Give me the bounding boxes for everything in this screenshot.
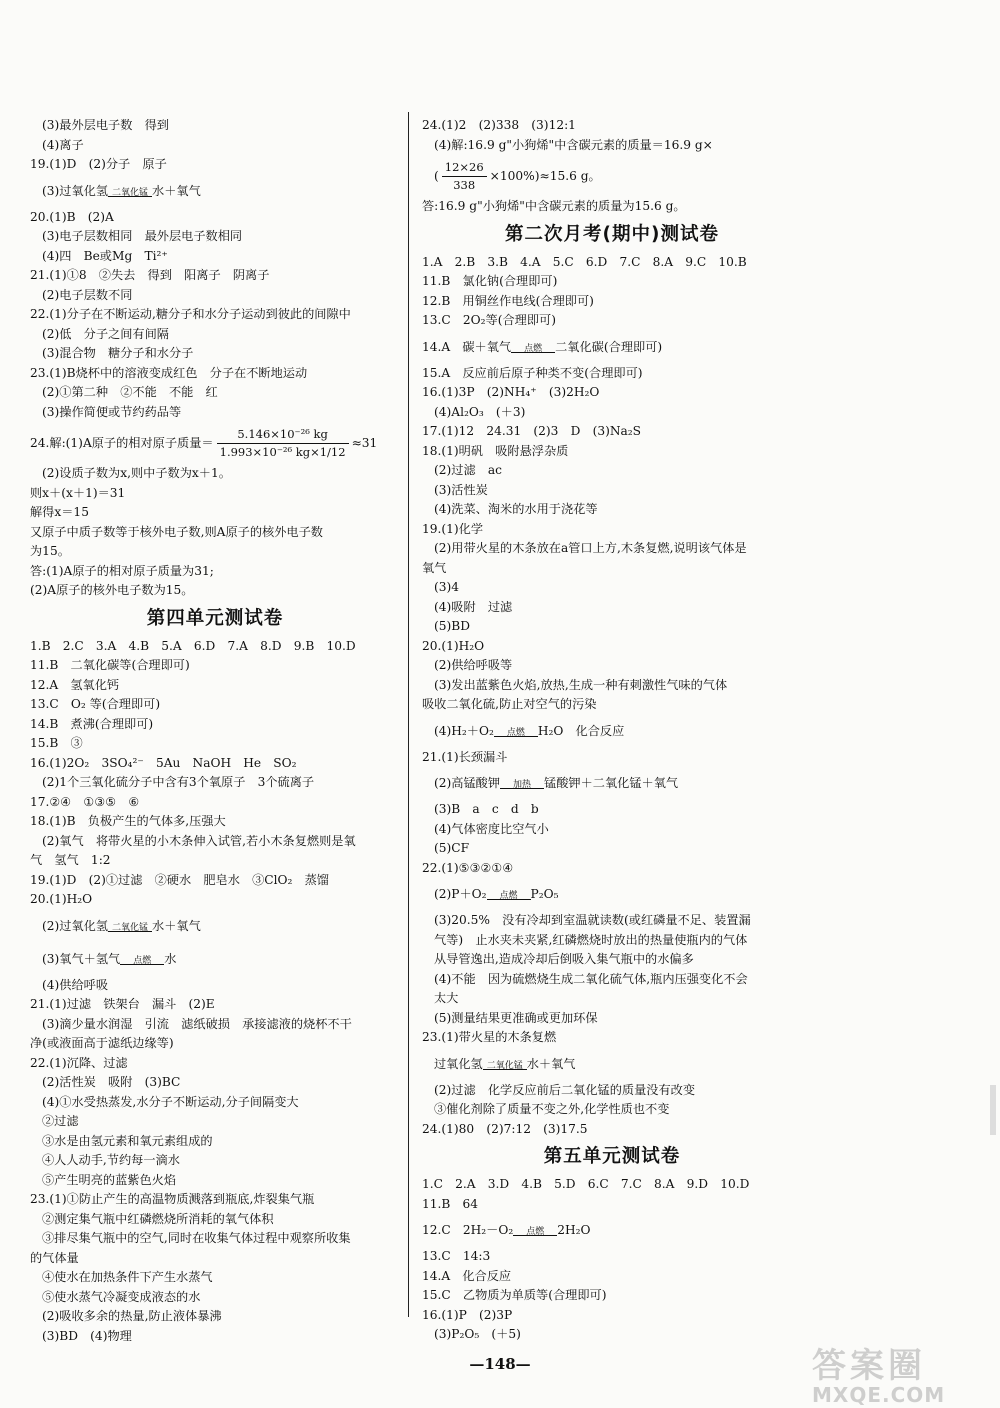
answer-line: 氧气: [422, 560, 447, 575]
answer-line: 14.A 化合反应: [422, 1268, 512, 1283]
answer-line: ③催化剂除了质量不变之外,化学性质也不变: [434, 1102, 670, 1116]
answer-line: 22.(1)分子在不断运动,糖分子和水分子运动到彼此的间隙中: [30, 307, 351, 321]
answer-line: (2)用带火星的木条放在a管口上方,木条复燃,说明该气体是: [434, 541, 747, 555]
reaction-arrow: [513, 1228, 557, 1236]
answer-line: 又原子中质子数等于核外电子数,则A原子的核外电子数: [30, 524, 323, 539]
equation-products: 锰酸钾＋二氧化锰＋氧气: [544, 776, 679, 790]
equation-products: 水: [164, 951, 177, 966]
fraction-denominator: 338: [453, 177, 476, 192]
watermark-top: 答案圈: [812, 1346, 926, 1386]
answer-line: (2)供给呼吸等: [434, 658, 513, 672]
answer-line: 15.B ③: [30, 736, 83, 750]
answer-line: 13.C 2O₂等(合理即可): [422, 313, 556, 327]
answer-line: (2)设质子数为x,则中子数为x＋1。: [42, 466, 231, 480]
equation-reactants: 12.C 2H₂－O₂: [422, 1223, 514, 1237]
watermark-logo: [812, 1338, 992, 1407]
answer-line: 吸收二氧化硫,防止对空气的污染: [422, 697, 597, 711]
answer-line: 11.B 64: [422, 1196, 479, 1211]
fraction-line: [422, 155, 802, 197]
answer-line: (3)最外层电子数 得到: [42, 118, 169, 132]
reaction-arrow: [500, 781, 544, 789]
answer-line: 12.B 用铜丝作电线(合理即可): [422, 293, 594, 308]
answer-line: (4)供给呼吸: [42, 977, 109, 992]
answer-line: ④人人动手,节约每一滴水: [42, 1153, 180, 1167]
equation-line: [422, 1048, 802, 1081]
equation-products: 二氧化碳(合理即可): [555, 339, 663, 354]
answer-line: 22.(1)沉降、过滤: [30, 1055, 128, 1070]
left-column: [30, 116, 400, 1346]
answer-line: 1.A 2.B 3.B 4.A 5.C 6.D 7.C 8.A 9.C 10.B: [422, 254, 747, 269]
equation-products: H₂O 化合反应: [537, 723, 625, 738]
equation-line: [422, 767, 802, 800]
answer-line: 1.C 2.A 3.D 4.B 5.D 6.C 7.C 8.A 9.D 10.D: [422, 1177, 750, 1191]
reaction-condition: 点燃: [499, 891, 518, 901]
answer-line: 17.(1)12 24.31 (2)3 D (3)Na₂S: [422, 424, 642, 438]
answer-line: 23.(1)①防止产生的高温物质溅落到瓶底,炸裂集气瓶: [30, 1192, 315, 1206]
equation-reactants: 过氧化氢: [434, 1056, 483, 1071]
answer-line: ③水是由氢元素和氧元素组成的: [42, 1133, 213, 1148]
answer-line: (4)洗菜、淘米的水用于浇花等: [434, 502, 598, 516]
answer-line: (3)4: [434, 580, 460, 594]
answer-line: (3)操作简便或节约药品等: [42, 404, 182, 419]
answer-line: (5)BD: [434, 619, 470, 633]
answer-line: (5)测量结果更准确或更加环保: [434, 1010, 598, 1025]
answer-line: 24.(1)2 (2)338 (3)12:1: [422, 118, 576, 132]
answer-line: 15.C 乙物质为单质等(合理即可): [422, 1288, 607, 1302]
answer-line: 15.A 反应前后原子种类不变(合理即可): [422, 365, 643, 380]
fraction: [442, 159, 487, 194]
watermark-bottom: MXQE.COM: [812, 1383, 946, 1407]
fraction-prefix: 24.解:(1)A原子的相对原子质量＝: [30, 436, 214, 450]
answer-line: (2)电子层数不同: [42, 287, 133, 302]
reaction-arrow: [487, 892, 531, 900]
answer-line: (2)活性炭 吸附 (3)BC: [42, 1075, 181, 1089]
answer-line: 答:(1)A原子的相对原子质量为31;: [30, 563, 214, 578]
answer-line: 11.B 氯化钠(合理即可): [422, 274, 558, 288]
reaction-condition: 点燃: [506, 727, 525, 738]
right-column: [422, 116, 802, 1345]
equation-line: [422, 878, 802, 911]
answer-line: 1.B 2.C 3.A 4.B 5.A 6.D 7.A 8.D 9.B 10.D: [30, 638, 356, 653]
equation-products: 水＋氧气: [152, 918, 201, 933]
answer-line: (4)气体密度比空气小: [434, 821, 549, 836]
answer-line: (2)氧气 将带火星的小木条伸入试管,若小木条复燃则是氧: [42, 833, 356, 848]
scan-edge-mark: [990, 1085, 996, 1135]
answer-line: 13.C 14:3: [422, 1249, 491, 1263]
reaction-arrow: [511, 345, 555, 353]
answer-line: (4)解:16.9 g"小狗烯"中含碳元素的质量＝16.9 g×: [434, 137, 713, 152]
fraction-open-paren: (: [434, 169, 439, 183]
reaction-condition: 二氧化锰: [112, 187, 149, 198]
answer-line: (3)活性炭: [434, 482, 488, 497]
answer-line: ③排尽集气瓶中的空气,同时在收集气体过程中观察所收集: [42, 1231, 351, 1245]
answer-line: 12.A 氢氧化钙: [30, 677, 120, 692]
equation-products: 水＋氧气: [152, 183, 201, 198]
answer-line: (5)CF: [434, 841, 470, 855]
answer-line: (3)电子层数相同 最外层电子数相同: [42, 229, 243, 243]
section-heading: 第五单元测试卷: [543, 1146, 681, 1167]
equation-reactants: 14.A 碳＋氧气: [422, 339, 512, 354]
reaction-condition: 点燃: [524, 343, 543, 354]
equation-line: [30, 175, 400, 208]
reaction-condition: 二氧化锰: [486, 1060, 523, 1071]
answer-line: (2)A原子的核外电子数为15。: [30, 583, 194, 597]
fraction: [217, 426, 349, 461]
answer-line: 解得x＝15: [30, 505, 89, 519]
answer-line: (2)1个三氧化硫分子中含有3个氧原子 3个硫离子: [42, 775, 315, 789]
equation-reactants: (2)高锰酸钾: [434, 776, 501, 790]
answer-line: ②过滤: [42, 1114, 79, 1128]
answer-line: (4)吸附 过滤: [434, 599, 513, 614]
answer-line: (2)过滤 化学反应前后二氧化锰的质量没有改变: [434, 1082, 696, 1097]
answer-line: 16.(1)3P (2)NH₄⁺ (3)2H₂O: [422, 385, 600, 399]
equation-reactants: (3)过氧化氢: [42, 183, 109, 198]
answer-line: 22.(1)⑤③②①④: [422, 860, 514, 875]
answer-line: 19.(1)D (2)分子 原子: [30, 157, 167, 171]
answer-line: (4)Al₂O₃ (＋3): [434, 404, 526, 419]
equation-reactants: (2)P＋O₂: [434, 887, 487, 901]
equation-reactants: (4)H₂＋O₂: [434, 723, 494, 738]
answer-line: 的气体量: [30, 1250, 79, 1265]
reaction-condition: 二氧化锰: [112, 922, 149, 933]
reaction-condition: 点燃: [526, 1227, 545, 1237]
answer-line: (2)过滤 ac: [434, 463, 502, 477]
answer-line: 18.(1)B 负极产生的气体多,压强大: [30, 814, 226, 828]
answer-line: (2)低 分子之间有间隔: [42, 326, 169, 341]
answer-line: ⑤产生明亮的蓝紫色火焰: [42, 1172, 177, 1187]
answer-line: 为15。: [30, 544, 70, 558]
answer-line: 21.(1)长颈漏斗: [422, 749, 508, 764]
reaction-arrow: [494, 729, 538, 737]
section-heading: 第二次月考(期中)测试卷: [505, 223, 719, 245]
fraction-line: [30, 422, 400, 464]
equation-line: [422, 1214, 802, 1247]
answer-line: 净(或液面高于滤纸边缘等): [30, 1036, 174, 1050]
answer-line: 从导管逸出,造成冷却后倒吸入集气瓶中的水偏多: [434, 952, 694, 966]
answer-line: (4)不能 因为硫燃烧生成二氧化硫气体,瓶内压强变化不会: [434, 971, 748, 986]
answer-line: (3)发出蓝紫色火焰,放热,生成一种有刺激性气味的气体: [434, 677, 728, 692]
answer-line: 21.(1)①8 ②失去 得到 阳离子 阴离子: [30, 268, 270, 282]
answer-line: 21.(1)过滤 铁架台 漏斗 (2)E: [30, 997, 215, 1011]
answer-line: 气等) 止水夹未夹紧,红磷燃烧时放出的热量使瓶内的气体: [434, 932, 748, 947]
answer-line: (3)滴少量水润湿 引流 滤纸破损 承接滤液的烧杯不干: [42, 1016, 352, 1031]
answer-line: (4)①水受热蒸发,水分子不断运动,分子间隔变大: [42, 1094, 299, 1109]
answer-line: ⑤使水蒸气冷凝变成液态的水: [42, 1289, 201, 1304]
answer-line: 20.(1)H₂O: [30, 892, 93, 906]
answer-line: 答:16.9 g"小狗烯"中含碳元素的质量为15.6 g。: [422, 199, 686, 213]
answer-line: ②测定集气瓶中红磷燃烧所消耗的氧气体积: [42, 1211, 274, 1226]
column-divider: [408, 112, 409, 1317]
answer-line: 16.(1)P (2)3P: [422, 1307, 513, 1322]
answer-line: 23.(1)B烧杯中的溶液变成红色 分子在不断地运动: [30, 365, 308, 380]
answer-line: 13.C O₂ 等(合理即可): [30, 697, 161, 711]
equation-line: [30, 910, 400, 943]
equation-products: 2H₂O: [557, 1223, 591, 1237]
equation-reactants: (2)过氧化氢: [42, 918, 109, 933]
equation-line: [30, 943, 400, 976]
answer-line: (3)混合物 糖分子和水分子: [42, 346, 194, 360]
equation-products: 水＋氧气: [526, 1056, 576, 1071]
answer-line: 20.(1)B (2)A: [30, 209, 114, 224]
fraction-numerator: 5.146×10⁻²⁶ kg: [217, 426, 349, 444]
equation-products: P₂O₅: [530, 887, 559, 901]
fraction-numerator: 12×26: [442, 159, 487, 177]
answer-line: 太大: [434, 991, 459, 1005]
answer-line: (2)吸收多余的热量,防止液体暴沸: [42, 1309, 222, 1323]
fraction-suffix: ≈31: [351, 436, 378, 450]
answer-line: (3)P₂O₅ (＋5): [434, 1327, 521, 1341]
section-heading: 第四单元测试卷: [146, 607, 284, 629]
answer-line: 20.(1)H₂O: [422, 638, 485, 653]
answer-line: 11.B 二氧化碳等(合理即可): [30, 658, 190, 672]
answer-line: 则x＋(x＋1)＝31: [30, 485, 126, 500]
answer-line: 19.(1)D (2)①过滤 ②硬水 肥皂水 ③ClO₂ 蒸馏: [30, 872, 329, 887]
answer-line: (3)20.5% 没有冷却到室温就读数(或红磷量不足、装置漏: [434, 913, 751, 927]
reaction-arrow: [120, 957, 164, 965]
equation-line: [422, 715, 802, 748]
equation-line: [422, 331, 802, 364]
answer-line: (3)B a c d b: [434, 802, 539, 816]
answer-line: (4)离子: [42, 137, 84, 152]
reaction-arrow: [483, 1062, 527, 1070]
answer-line: (2)①第二种 ②不能 不能 红: [42, 385, 218, 399]
page-number: —148—: [469, 1355, 531, 1373]
answer-line: 14.B 煮沸(合理即可): [30, 716, 154, 731]
fraction-suffix: ×100%)≈15.6 g。: [489, 169, 601, 183]
fraction-denominator: 1.993×10⁻²⁶ kg×1/12: [219, 444, 346, 459]
answer-line: 24.(1)80 (2)7:12 (3)17.5: [422, 1121, 588, 1136]
answer-line: 气 氢气 1:2: [30, 853, 111, 867]
answer-line: ④使水在加热条件下产生水蒸气: [42, 1270, 213, 1284]
reaction-condition: 加热: [513, 780, 532, 790]
answer-line: 16.(1)2O₂ 3SO₄²⁻ 5Au NaOH He SO₂: [30, 755, 297, 770]
answer-line: 18.(1)明矾 吸附悬浮杂质: [422, 443, 569, 458]
reaction-condition: 点燃: [133, 955, 152, 966]
answer-line: (3)BD (4)物理: [42, 1328, 132, 1343]
equation-reactants: (3)氧气＋氢气: [42, 951, 121, 966]
answer-line: (4)四 Be或Mg Ti²⁺: [42, 248, 168, 263]
reaction-arrow: [108, 924, 152, 932]
answer-line: 23.(1)带火星的木条复燃: [422, 1030, 557, 1044]
answer-line: 17.②④ ①③⑤ ⑥: [30, 794, 140, 809]
answer-line: 19.(1)化学: [422, 521, 484, 536]
reaction-arrow: [108, 189, 152, 197]
